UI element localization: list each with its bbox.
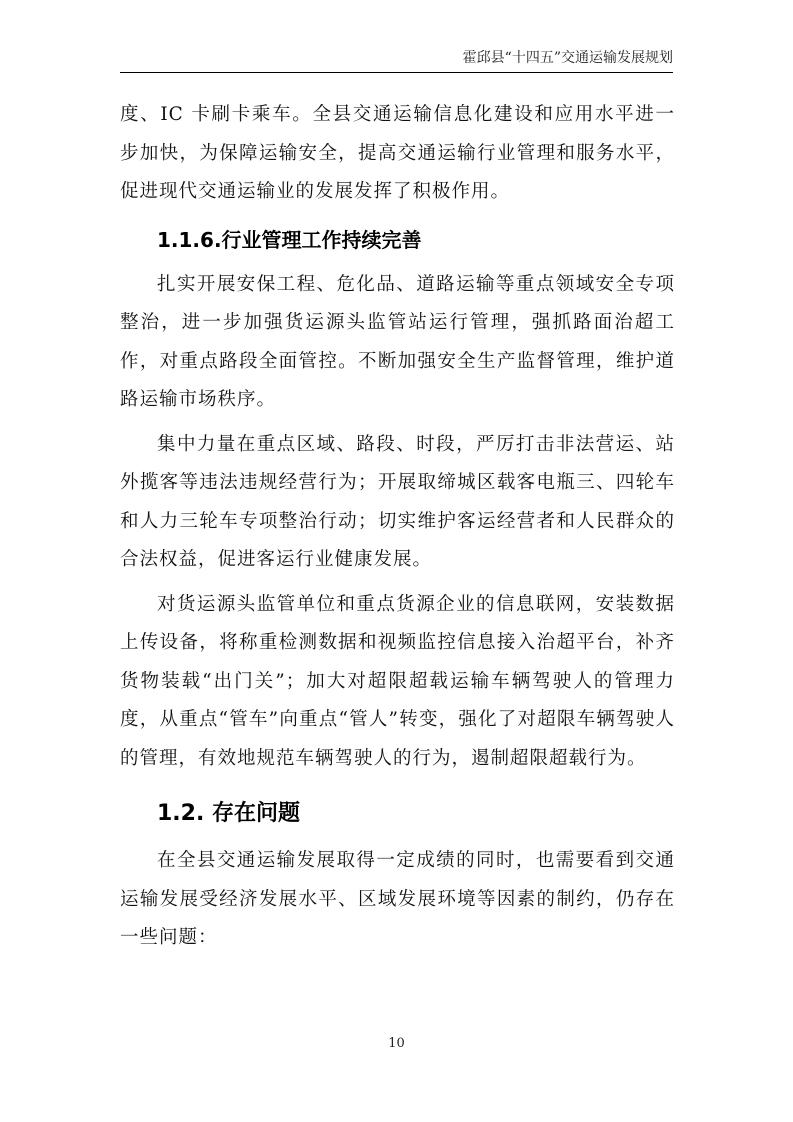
continuation-paragraph: 度、IC 卡刷卡乘车。全县交通运输信息化建设和应用水平进一步加快，为保障运输安全，提高交通运输行业管理和服务水平，促进现代交通运输业的发展发挥了积极作用。 xyxy=(120,104,675,202)
section-heading-1-2: 1.2. 存在问题 xyxy=(157,801,300,826)
body-paragraph: 对货运源头监管单位和重点货源企业的信息联网，安装数据上传设备，将称重检测数据和视频监控信息接入治超平台，补齐货物装载“出门关”；加大对超限超载运输车辆驾驶人的管理力度，从重点“管车”向重点“管人”转变，强化了对超限车辆驾驶人的管理，有效地规范车辆驾驶人的行为，遏制超限超载行为。 xyxy=(120,593,675,769)
document-title: 霍邱县“十四五”交通运输发展规划 xyxy=(462,50,673,66)
section-heading-1-1-6: 1.1.6.行业管理工作持续完善 xyxy=(157,227,422,252)
running-header xyxy=(120,48,673,73)
body-paragraph: 在全县交通运输发展取得一定成绩的同时，也需要看到交通运输发展受经济发展水平、区域发展环境等因素的制约，仍存在一些问题： xyxy=(120,850,675,948)
page-number: 10 xyxy=(388,1036,405,1051)
body-paragraph: 扎实开展安保工程、危化品、道路运输等重点领域安全专项整治，进一步加强货运源头监管站运行管理，强抓路面治超工作，对重点路段全面管控。不断加强安全生产监督管理，维护道路运输市场秩序。 xyxy=(120,273,675,410)
body-paragraph: 集中力量在重点区域、路段、时段，严厉打击非法营运、站外揽客等违法违规经营行为；开展取缔城区载客电瓶三、四轮车和人力三轮车专项整治行动；切实维护客运经营者和人民群众的合法权益，促进客运行业健康发展。 xyxy=(120,433,675,570)
page-body xyxy=(120,96,675,958)
